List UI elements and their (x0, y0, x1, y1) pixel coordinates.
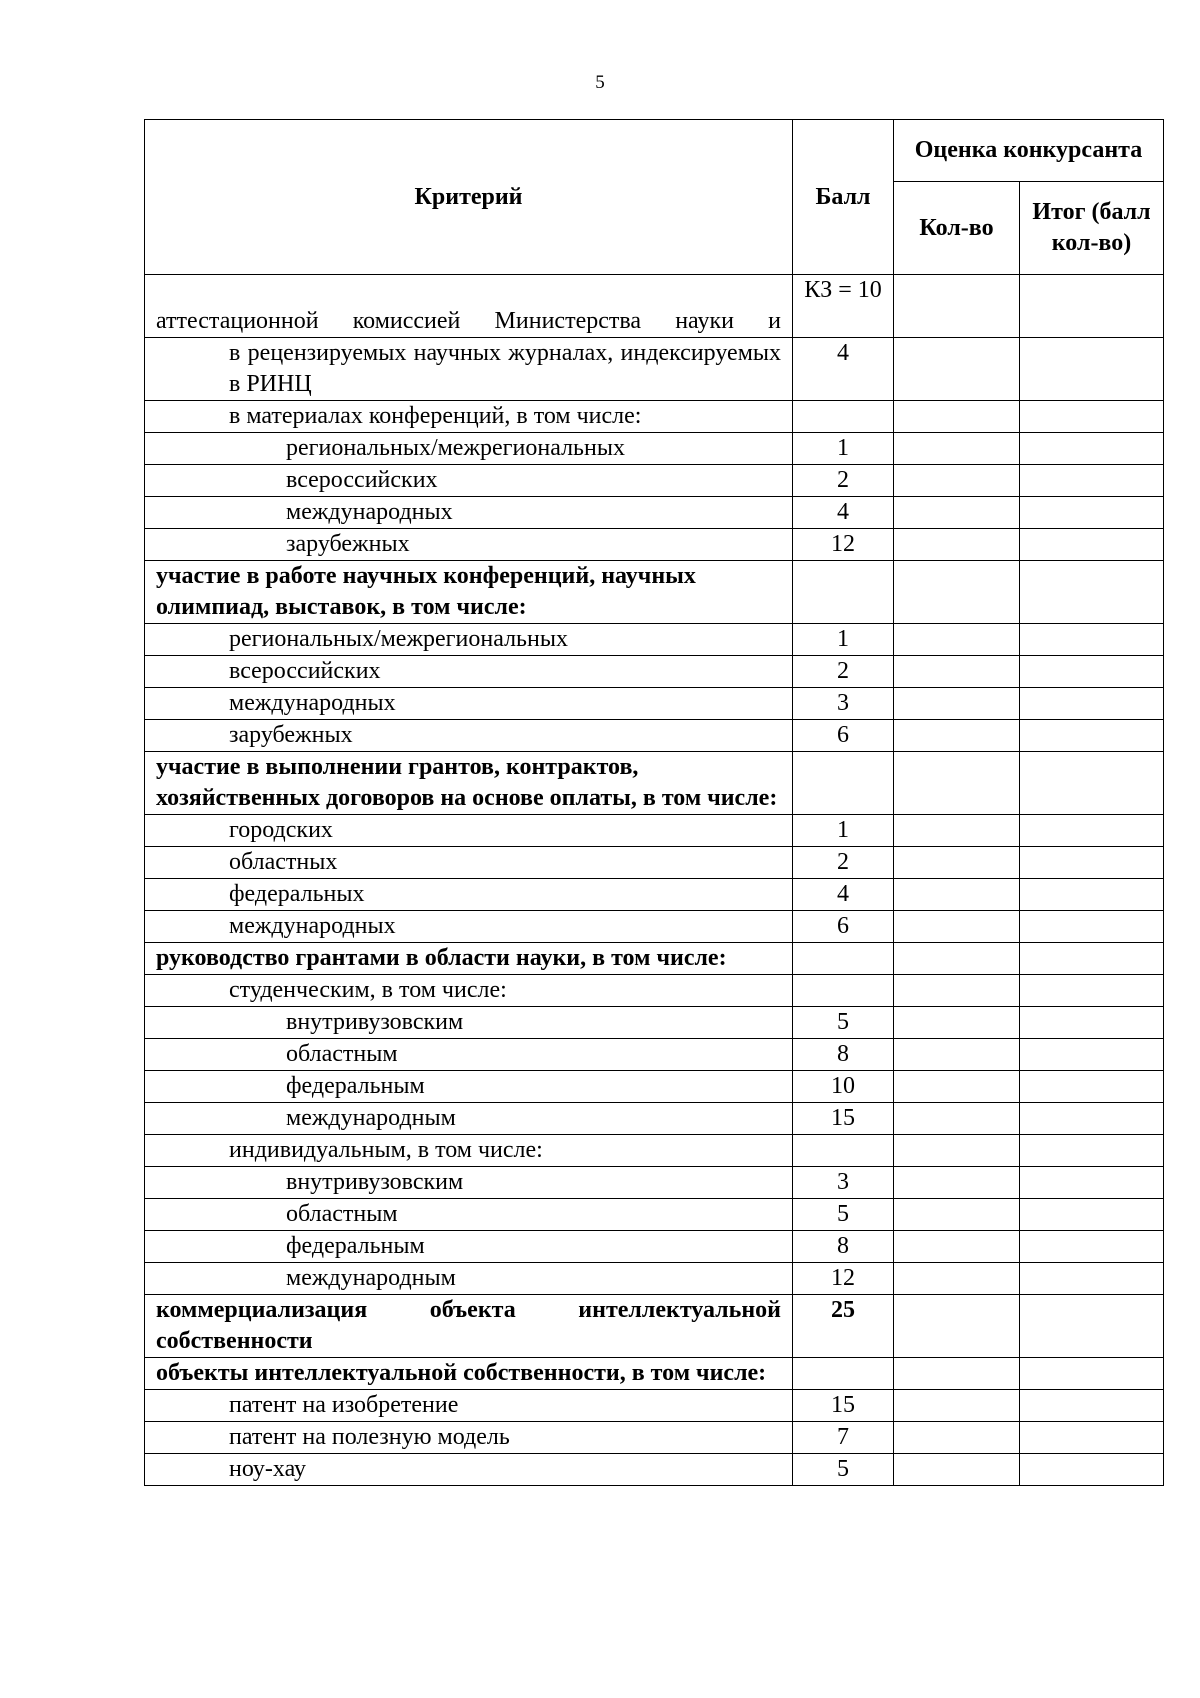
count-cell (894, 433, 1020, 465)
criteria-rows (145, 275, 1164, 1486)
score-cell: 15 (793, 1390, 894, 1422)
criterion-cell: аттестационной комиссией Министерства науки и (145, 275, 793, 338)
total-cell (1020, 275, 1164, 338)
score-cell (793, 1358, 894, 1390)
table-row (145, 1103, 1164, 1135)
total-cell (1020, 1358, 1164, 1390)
table-row (145, 1007, 1164, 1039)
total-cell (1020, 624, 1164, 656)
total-cell (1020, 847, 1164, 879)
total-cell (1020, 656, 1164, 688)
total-cell (1020, 497, 1164, 529)
count-cell (894, 1358, 1020, 1390)
criterion-cell: региональных/межрегиональных (145, 433, 793, 465)
count-cell (894, 497, 1020, 529)
score-cell: 5 (793, 1007, 894, 1039)
table-row (145, 752, 1164, 815)
criterion-cell: международных (145, 911, 793, 943)
criteria-table (144, 119, 1164, 1486)
total-cell (1020, 1422, 1164, 1454)
score-cell: 7 (793, 1422, 894, 1454)
count-cell (894, 561, 1020, 624)
total-cell (1020, 1390, 1164, 1422)
score-cell: 5 (793, 1199, 894, 1231)
criterion-cell: федеральным (145, 1231, 793, 1263)
criterion-cell: внутривузовским (145, 1167, 793, 1199)
criterion-cell: федеральным (145, 1071, 793, 1103)
total-cell (1020, 561, 1164, 624)
criterion-cell: студенческим, в том числе: (145, 975, 793, 1007)
criterion-cell: индивидуальным, в том числе: (145, 1135, 793, 1167)
criterion-cell: международным (145, 1103, 793, 1135)
total-cell (1020, 1263, 1164, 1295)
score-cell (793, 975, 894, 1007)
table-row (145, 1422, 1164, 1454)
count-cell (894, 275, 1020, 338)
total-cell (1020, 815, 1164, 847)
total-cell (1020, 1007, 1164, 1039)
criterion-cell: участие в работе научных конференций, научных олимпиад, выставок, в том числе: (145, 561, 793, 624)
total-cell (1020, 1103, 1164, 1135)
criterion-cell: областным (145, 1039, 793, 1071)
count-cell (894, 1422, 1020, 1454)
count-cell (894, 1135, 1020, 1167)
criterion-cell: областным (145, 1199, 793, 1231)
count-cell (894, 720, 1020, 752)
score-cell (793, 1135, 894, 1167)
total-cell (1020, 529, 1164, 561)
criterion-cell: в материалах конференций, в том числе: (145, 401, 793, 433)
page-number: 5 (595, 72, 605, 93)
table-row (145, 1135, 1164, 1167)
header-score: Балл (793, 120, 894, 275)
total-cell (1020, 1295, 1164, 1358)
count-cell (894, 1231, 1020, 1263)
score-cell (793, 752, 894, 815)
count-cell (894, 975, 1020, 1007)
score-cell: 6 (793, 720, 894, 752)
score-cell: КЗ = 10 (793, 275, 894, 338)
criterion-cell: областных (145, 847, 793, 879)
score-cell: 10 (793, 1071, 894, 1103)
table-row (145, 1231, 1164, 1263)
criterion-cell: региональных/межрегиональных (145, 624, 793, 656)
table-row (145, 975, 1164, 1007)
score-cell: 5 (793, 1454, 894, 1486)
count-cell (894, 1390, 1020, 1422)
criterion-cell: зарубежных (145, 529, 793, 561)
table-row (145, 688, 1164, 720)
table-row (145, 847, 1164, 879)
total-cell (1020, 1071, 1164, 1103)
table-row (145, 1263, 1164, 1295)
table-row (145, 720, 1164, 752)
total-cell (1020, 1167, 1164, 1199)
table-row (145, 1039, 1164, 1071)
table-row (145, 1199, 1164, 1231)
criterion-cell: участие в выполнении грантов, контрактов, хозяйственных договоров на основе оплаты, в том числе: (145, 752, 793, 815)
total-cell (1020, 1039, 1164, 1071)
criterion-cell: всероссийских (145, 656, 793, 688)
table-row (145, 1358, 1164, 1390)
score-cell: 2 (793, 847, 894, 879)
total-cell (1020, 433, 1164, 465)
total-cell (1020, 401, 1164, 433)
criterion-cell: внутривузовским (145, 1007, 793, 1039)
table-row (145, 1390, 1164, 1422)
table-row (145, 275, 1164, 338)
count-cell (894, 879, 1020, 911)
score-cell: 1 (793, 624, 894, 656)
criterion-cell: руководство грантами в области науки, в том числе: (145, 943, 793, 975)
total-cell (1020, 943, 1164, 975)
score-cell: 6 (793, 911, 894, 943)
total-cell (1020, 1231, 1164, 1263)
header-evaluation: Оценка конкурсанта (894, 120, 1164, 182)
header-count: Кол-во (894, 182, 1020, 275)
count-cell (894, 401, 1020, 433)
score-cell: 4 (793, 879, 894, 911)
count-cell (894, 1295, 1020, 1358)
criterion-cell: международных (145, 688, 793, 720)
score-cell (793, 561, 894, 624)
score-cell: 15 (793, 1103, 894, 1135)
criterion-cell: ноу-хау (145, 1454, 793, 1486)
total-cell (1020, 911, 1164, 943)
table-row (145, 911, 1164, 943)
header-criterion: Критерий (145, 120, 793, 275)
count-cell (894, 624, 1020, 656)
table-row (145, 1071, 1164, 1103)
score-cell: 1 (793, 433, 894, 465)
total-cell (1020, 879, 1164, 911)
table-row (145, 624, 1164, 656)
criterion-cell: в рецензируемых научных журналах, индексируемых в РИНЦ (145, 338, 793, 401)
total-cell (1020, 688, 1164, 720)
count-cell (894, 338, 1020, 401)
count-cell (894, 1454, 1020, 1486)
score-cell: 3 (793, 688, 894, 720)
table-row (145, 497, 1164, 529)
score-cell (793, 943, 894, 975)
table-row (145, 529, 1164, 561)
table-row (145, 879, 1164, 911)
score-cell: 8 (793, 1231, 894, 1263)
table-row (145, 1167, 1164, 1199)
criterion-cell: международных (145, 497, 793, 529)
count-cell (894, 1167, 1020, 1199)
count-cell (894, 1199, 1020, 1231)
count-cell (894, 465, 1020, 497)
total-cell (1020, 1199, 1164, 1231)
count-cell (894, 911, 1020, 943)
total-cell (1020, 720, 1164, 752)
count-cell (894, 847, 1020, 879)
score-cell: 3 (793, 1167, 894, 1199)
count-cell (894, 1103, 1020, 1135)
count-cell (894, 656, 1020, 688)
score-cell: 2 (793, 656, 894, 688)
total-cell (1020, 1454, 1164, 1486)
table-row (145, 561, 1164, 624)
count-cell (894, 815, 1020, 847)
criterion-cell: городских (145, 815, 793, 847)
total-cell (1020, 465, 1164, 497)
criterion-cell: коммерциализация объекта интеллектуальной собственности (145, 1295, 793, 1358)
score-cell: 25 (793, 1295, 894, 1358)
count-cell (894, 1039, 1020, 1071)
total-cell (1020, 1135, 1164, 1167)
table-row (145, 465, 1164, 497)
criterion-cell: патент на изобретение (145, 1390, 793, 1422)
table-row (145, 815, 1164, 847)
score-cell (793, 401, 894, 433)
score-cell: 4 (793, 497, 894, 529)
score-cell: 12 (793, 529, 894, 561)
count-cell (894, 943, 1020, 975)
criterion-cell: всероссийских (145, 465, 793, 497)
criterion-cell: международным (145, 1263, 793, 1295)
score-cell: 1 (793, 815, 894, 847)
count-cell (894, 1263, 1020, 1295)
count-cell (894, 529, 1020, 561)
score-cell: 12 (793, 1263, 894, 1295)
table-row (145, 1295, 1164, 1358)
score-cell: 8 (793, 1039, 894, 1071)
count-cell (894, 688, 1020, 720)
table-row (145, 338, 1164, 401)
table-row (145, 401, 1164, 433)
criterion-cell: зарубежных (145, 720, 793, 752)
total-cell (1020, 338, 1164, 401)
table-row (145, 433, 1164, 465)
criterion-cell: патент на полезную модель (145, 1422, 793, 1454)
count-cell (894, 1007, 1020, 1039)
total-cell (1020, 975, 1164, 1007)
criterion-cell: объекты интеллектуальной собственности, в том числе: (145, 1358, 793, 1390)
criterion-cell: федеральных (145, 879, 793, 911)
table-row (145, 1454, 1164, 1486)
total-cell (1020, 752, 1164, 815)
count-cell (894, 752, 1020, 815)
table-row (145, 943, 1164, 975)
score-cell: 4 (793, 338, 894, 401)
count-cell (894, 1071, 1020, 1103)
score-cell: 2 (793, 465, 894, 497)
header-total: Итог (балл кол-во) (1020, 182, 1164, 275)
table-row (145, 656, 1164, 688)
